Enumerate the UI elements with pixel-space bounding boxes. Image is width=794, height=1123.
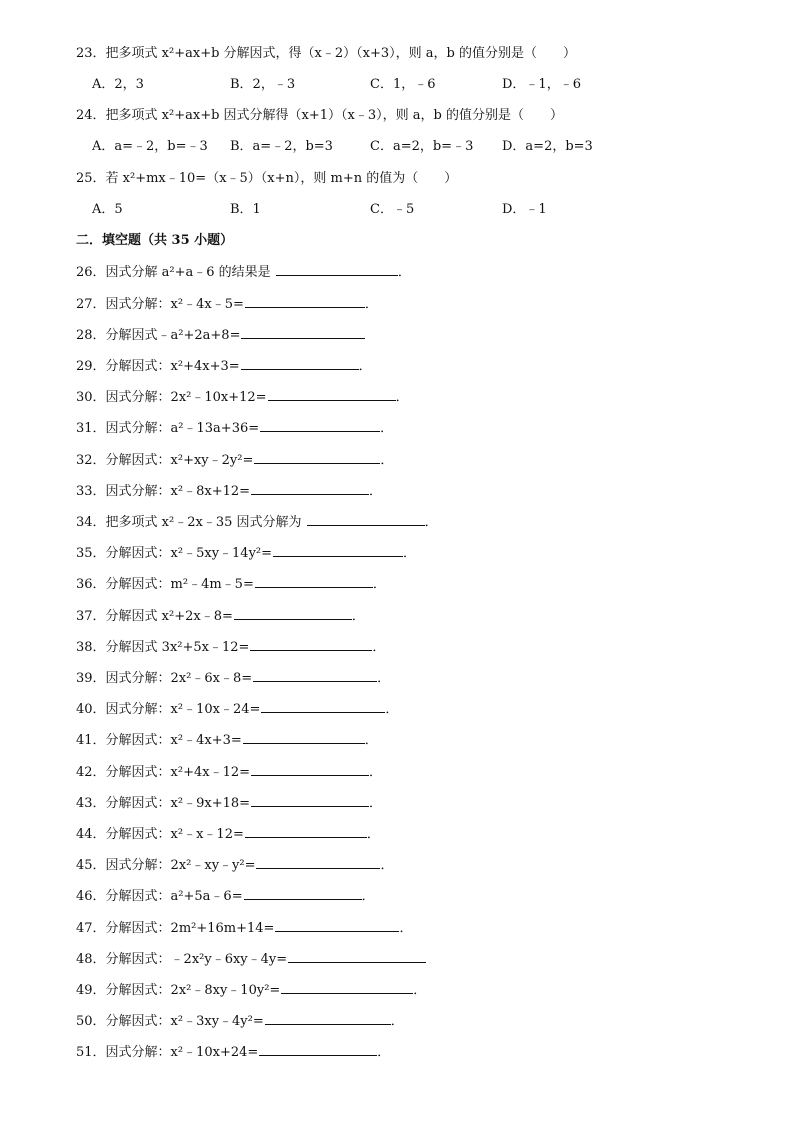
question-text: 48．分解因式：﹣2x²y﹣6xy﹣4y= (76, 952, 288, 967)
question-end: ． (366, 827, 380, 842)
answer-blank[interactable] (256, 856, 380, 869)
question-text: 45．因式分解：2x²﹣xy﹣y²= (76, 858, 256, 873)
question-24: 24．把多项式 x²+ax+b 因式分解得（x+1）（x﹣3），则 a，b 的值分别是（ ） (76, 108, 563, 123)
option-c[interactable]: C．﹣5 (370, 202, 415, 217)
question-end: ． (390, 1014, 404, 1029)
question-50 (76, 1012, 404, 1031)
question-text: 44．分解因式：x²﹣x﹣12= (76, 827, 244, 842)
question-end: ． (377, 671, 391, 686)
answer-blank[interactable] (251, 482, 369, 495)
answer-blank[interactable] (253, 669, 377, 682)
question-25: 25．若 x²+mx﹣10=（x﹣5）（x+n），则 m+n 的值为（ ） (76, 171, 458, 186)
question-44 (76, 825, 380, 844)
question-45 (76, 856, 394, 875)
question-text: 29．分解因式：x²+4x+3= (76, 359, 240, 374)
question-32 (76, 451, 393, 470)
answer-blank[interactable] (273, 544, 403, 557)
question-end: ． (395, 390, 409, 405)
question-51 (76, 1043, 390, 1062)
answer-blank[interactable] (265, 1012, 391, 1025)
question-end: ． (413, 983, 427, 998)
question-30 (76, 388, 409, 407)
question-end: ． (358, 359, 372, 374)
answer-blank[interactable] (307, 513, 425, 526)
question-end: ． (364, 733, 378, 748)
question-text: 51．因式分解：x²﹣10x+24= (76, 1045, 259, 1060)
answer-blank[interactable] (275, 919, 399, 932)
question-end: ． (372, 577, 386, 592)
question-29 (76, 357, 372, 376)
answer-blank[interactable] (241, 357, 359, 370)
question-end: ． (377, 1045, 391, 1060)
question-end: ． (380, 421, 394, 436)
question-37 (76, 607, 365, 626)
section-title: 二．填空题（共 35 小题） (76, 233, 234, 248)
question-35 (76, 544, 416, 563)
question-text: 41．分解因式：x²﹣4x+3= (76, 733, 242, 748)
answer-blank[interactable] (281, 981, 413, 994)
question-text: 43．分解因式：x²﹣9x+18= (76, 796, 251, 811)
option-b[interactable]: B．a=﹣2，b=3 (230, 139, 333, 154)
question-text: 42．分解因式：x²+4x﹣12= (76, 765, 251, 780)
option-b[interactable]: B．1 (230, 202, 261, 217)
answer-blank[interactable] (259, 1043, 377, 1056)
answer-blank[interactable] (251, 794, 369, 807)
question-end: ． (424, 515, 438, 530)
question-end: ． (399, 921, 413, 936)
option-c[interactable]: C．1，﹣6 (370, 77, 436, 92)
answer-blank[interactable] (243, 731, 365, 744)
answer-blank[interactable] (288, 950, 426, 963)
question-text: 38．分解因式 3x²+5x﹣12= (76, 640, 250, 655)
question-end: ． (369, 796, 383, 811)
option-a[interactable]: A．5 (92, 202, 123, 217)
answer-blank[interactable] (250, 638, 372, 651)
question-text: 32．分解因式：x²+xy﹣2y²= (76, 453, 254, 468)
question-text: 37．分解因式 x²+2x﹣8= (76, 609, 233, 624)
question-text: 35．分解因式：x²﹣5xy﹣14y²= (76, 546, 273, 561)
question-31 (76, 419, 393, 438)
question-36 (76, 575, 386, 594)
option-a[interactable]: A．2，3 (92, 77, 144, 92)
answer-blank[interactable] (254, 451, 380, 464)
question-33 (76, 482, 382, 501)
question-34 (76, 513, 438, 532)
question-42 (76, 763, 382, 782)
option-a[interactable]: A．a=﹣2，b=﹣3 (92, 139, 208, 154)
option-c[interactable]: C．a=2，b=﹣3 (370, 139, 474, 154)
question-end: ． (369, 484, 383, 499)
answer-blank[interactable] (245, 825, 367, 838)
question-end: ． (372, 640, 386, 655)
question-end: ． (380, 453, 394, 468)
question-47 (76, 919, 412, 938)
question-text: 47．分解因式：2m²+16m+14= (76, 921, 275, 936)
question-41 (76, 731, 378, 750)
question-text: 49．分解因式：2x²﹣8xy﹣10y²= (76, 983, 281, 998)
question-text: 36．分解因式：m²﹣4m﹣5= (76, 577, 254, 592)
question-text: 46．分解因式：a²+5a﹣6= (76, 889, 243, 904)
question-text: 30．因式分解：2x²﹣10x+12= (76, 390, 267, 405)
question-text: 31．因式分解：a²﹣13a+36= (76, 421, 260, 436)
question-28 (76, 326, 365, 345)
question-text: 33．因式分解：x²﹣8x+12= (76, 484, 251, 499)
question-text: 39．因式分解：2x²﹣6x﹣8= (76, 671, 253, 686)
question-text: 34．把多项式 x²﹣2x﹣35 因式分解为 (76, 515, 302, 530)
answer-blank[interactable] (241, 326, 365, 339)
question-end: ． (369, 765, 383, 780)
answer-blank[interactable] (234, 607, 352, 620)
question-39 (76, 669, 390, 688)
question-text: 27．因式分解：x²﹣4x﹣5= (76, 297, 244, 312)
question-text: 28．分解因式﹣a²+2a+8= (76, 328, 241, 343)
question-text: 40．因式分解：x²﹣10x﹣24= (76, 702, 261, 717)
question-38 (76, 638, 385, 657)
question-end: ． (403, 546, 417, 561)
answer-blank[interactable] (245, 295, 365, 308)
answer-blank[interactable] (255, 575, 373, 588)
question-48 (76, 950, 426, 969)
question-end: ． (385, 702, 399, 717)
answer-blank[interactable] (260, 419, 380, 432)
answer-blank[interactable] (261, 700, 385, 713)
question-end: ． (351, 609, 365, 624)
question-40 (76, 700, 398, 719)
question-49 (76, 981, 426, 1000)
question-text: 50．分解因式：x²﹣3xy﹣4y²= (76, 1014, 264, 1029)
question-26 (76, 263, 411, 282)
question-end: ． (397, 265, 411, 280)
question-text: 26．因式分解 a²+a﹣6 的结果是 (76, 265, 271, 280)
option-d[interactable]: D．﹣1 (502, 202, 547, 217)
question-23: 23．把多项式 x²+ax+b 分解因式，得（x﹣2）（x+3），则 a，b 的值分别是（ ） (76, 46, 576, 61)
option-d[interactable]: D．﹣1，﹣6 (502, 77, 581, 92)
option-d[interactable]: D．a=2，b=3 (502, 139, 593, 154)
question-end: ． (380, 858, 394, 873)
question-27 (76, 295, 378, 314)
answer-blank[interactable] (244, 887, 362, 900)
option-b[interactable]: B．2，﹣3 (230, 77, 296, 92)
question-end: ． (364, 297, 378, 312)
question-43 (76, 794, 382, 813)
answer-blank[interactable] (268, 388, 396, 401)
answer-blank[interactable] (276, 263, 398, 276)
question-46 (76, 887, 375, 906)
answer-blank[interactable] (251, 763, 369, 776)
question-end: ． (361, 889, 375, 904)
